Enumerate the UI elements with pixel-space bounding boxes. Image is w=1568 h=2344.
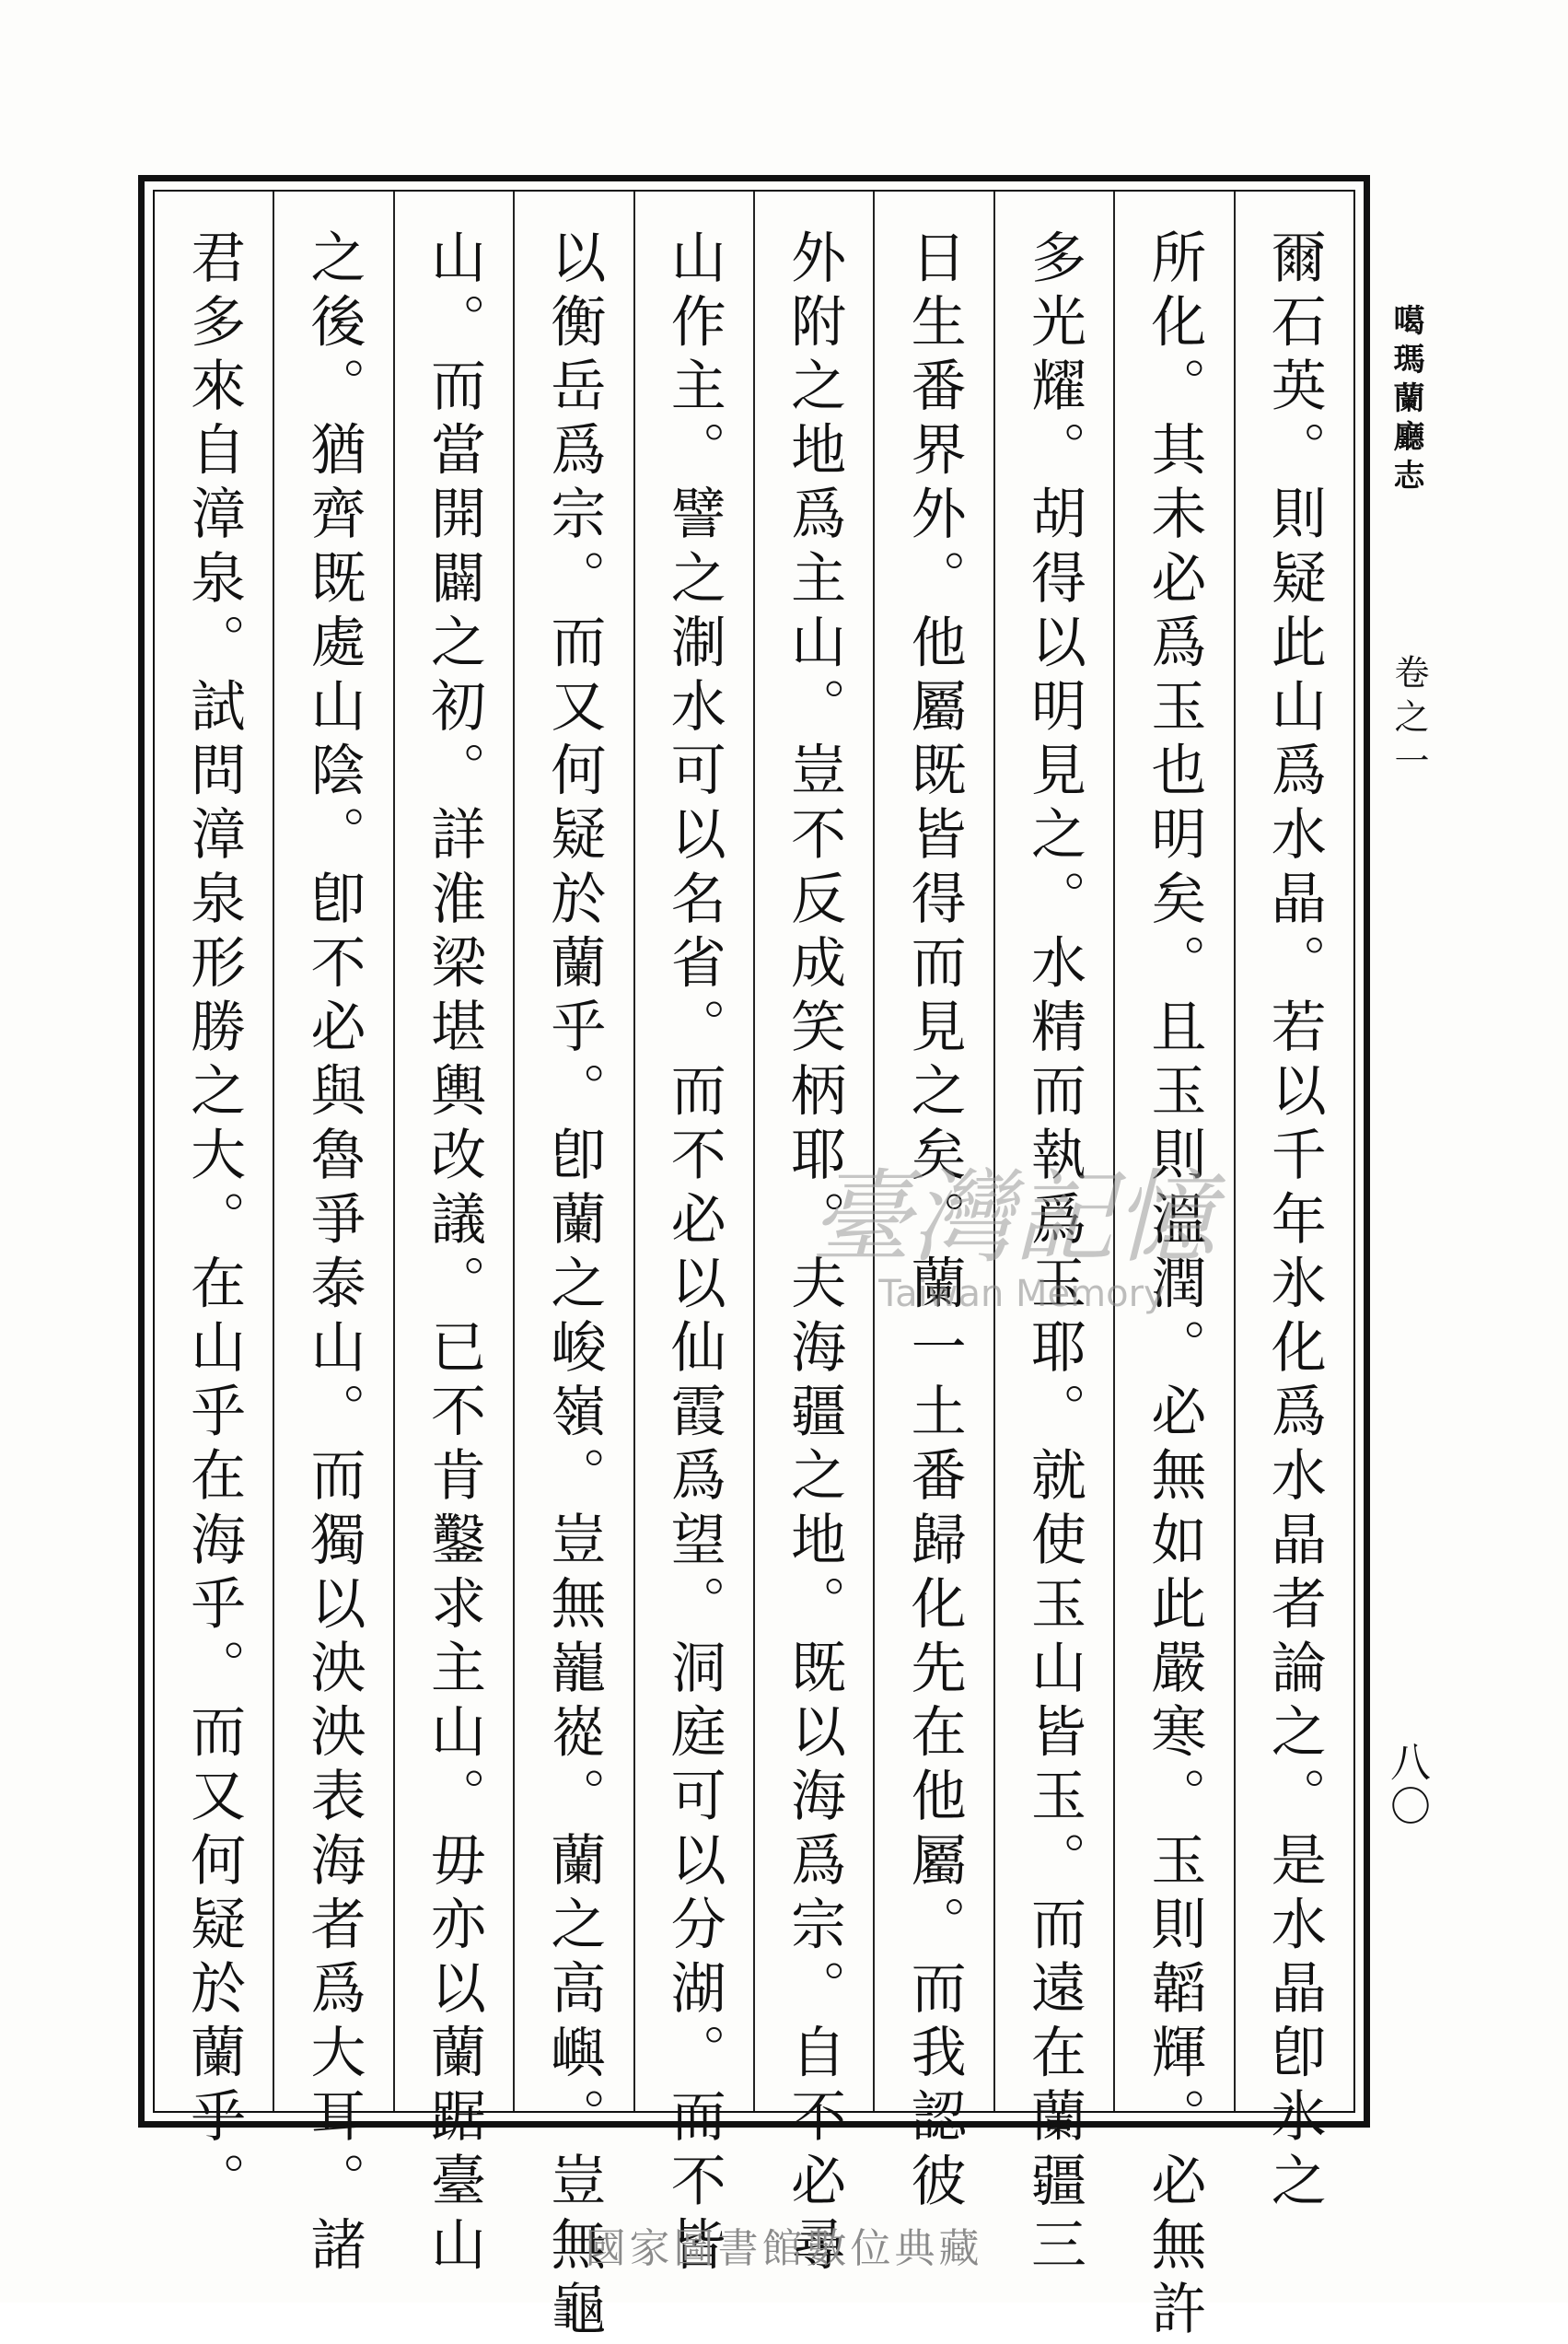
column-text: 爾石英。則疑此山爲水晶。若以千年氷化爲水晶者論之。是水晶卽氷之	[1261, 228, 1327, 2216]
column-text: 外附之地爲主山。豈不反成笑柄耶。夫海疆之地。既以海爲宗。自不必尋	[782, 228, 847, 2280]
volume-label: 卷之一	[1388, 654, 1429, 787]
watermark-chinese: 臺灣記憶	[810, 1159, 1215, 1277]
text-column	[753, 192, 873, 2280]
column-text: 以衡岳爲宗。而又何疑於蘭乎。卽蘭之峻嶺。豈無巃嵸。蘭之高嶼。豈無龜	[541, 228, 607, 2344]
text-column	[1113, 192, 1233, 2344]
column-text: 日生番界外。他屬既皆得而見之矣。蘭一土番歸化先在他屬。而我認彼	[901, 228, 967, 2216]
column-text: 之後。猶齊既處山陰。卽不必與魯爭泰山。而獨以泱泱表海者爲大耳。諸	[301, 228, 366, 2280]
footer-credit: 國家圖書館數位典藏	[585, 2225, 983, 2272]
column-text: 所化。其未必爲玉也明矣。且玉則溫潤。必無如此嚴寒。玉則韜輝。必無許	[1142, 228, 1207, 2344]
text-column	[1234, 192, 1353, 2216]
column-text: 山。而當開闢之初。詳淮梁堪輿改議。已不肯鑿求主山。毋亦以蘭踞臺山	[421, 228, 486, 2280]
text-column	[513, 192, 633, 2344]
book-title: 噶瑪蘭廳志	[1388, 304, 1424, 497]
text-column	[273, 192, 392, 2280]
text-column	[873, 192, 993, 2216]
text-column	[155, 192, 273, 2216]
page-margin	[1376, 304, 1432, 1870]
column-text: 山作主。譬之淛水可以名省。而不必以仙霞爲望。洞庭可以分湖。而不皆	[661, 228, 726, 2280]
watermark-english: Taiwan Memory	[878, 1273, 1166, 1315]
column-text: 多光耀。胡得以明見之。水精而執爲玉耶。就使玉山皆玉。而遠在蘭疆三	[1021, 228, 1086, 2280]
text-column	[633, 192, 753, 2280]
page-number: 八〇	[1383, 1741, 1430, 1829]
column-text: 君多來自漳泉。試問漳泉形勝之大。在山乎在海乎。而又何疑於蘭乎。	[181, 228, 247, 2216]
text-column	[393, 192, 513, 2280]
text-column	[993, 192, 1113, 2280]
